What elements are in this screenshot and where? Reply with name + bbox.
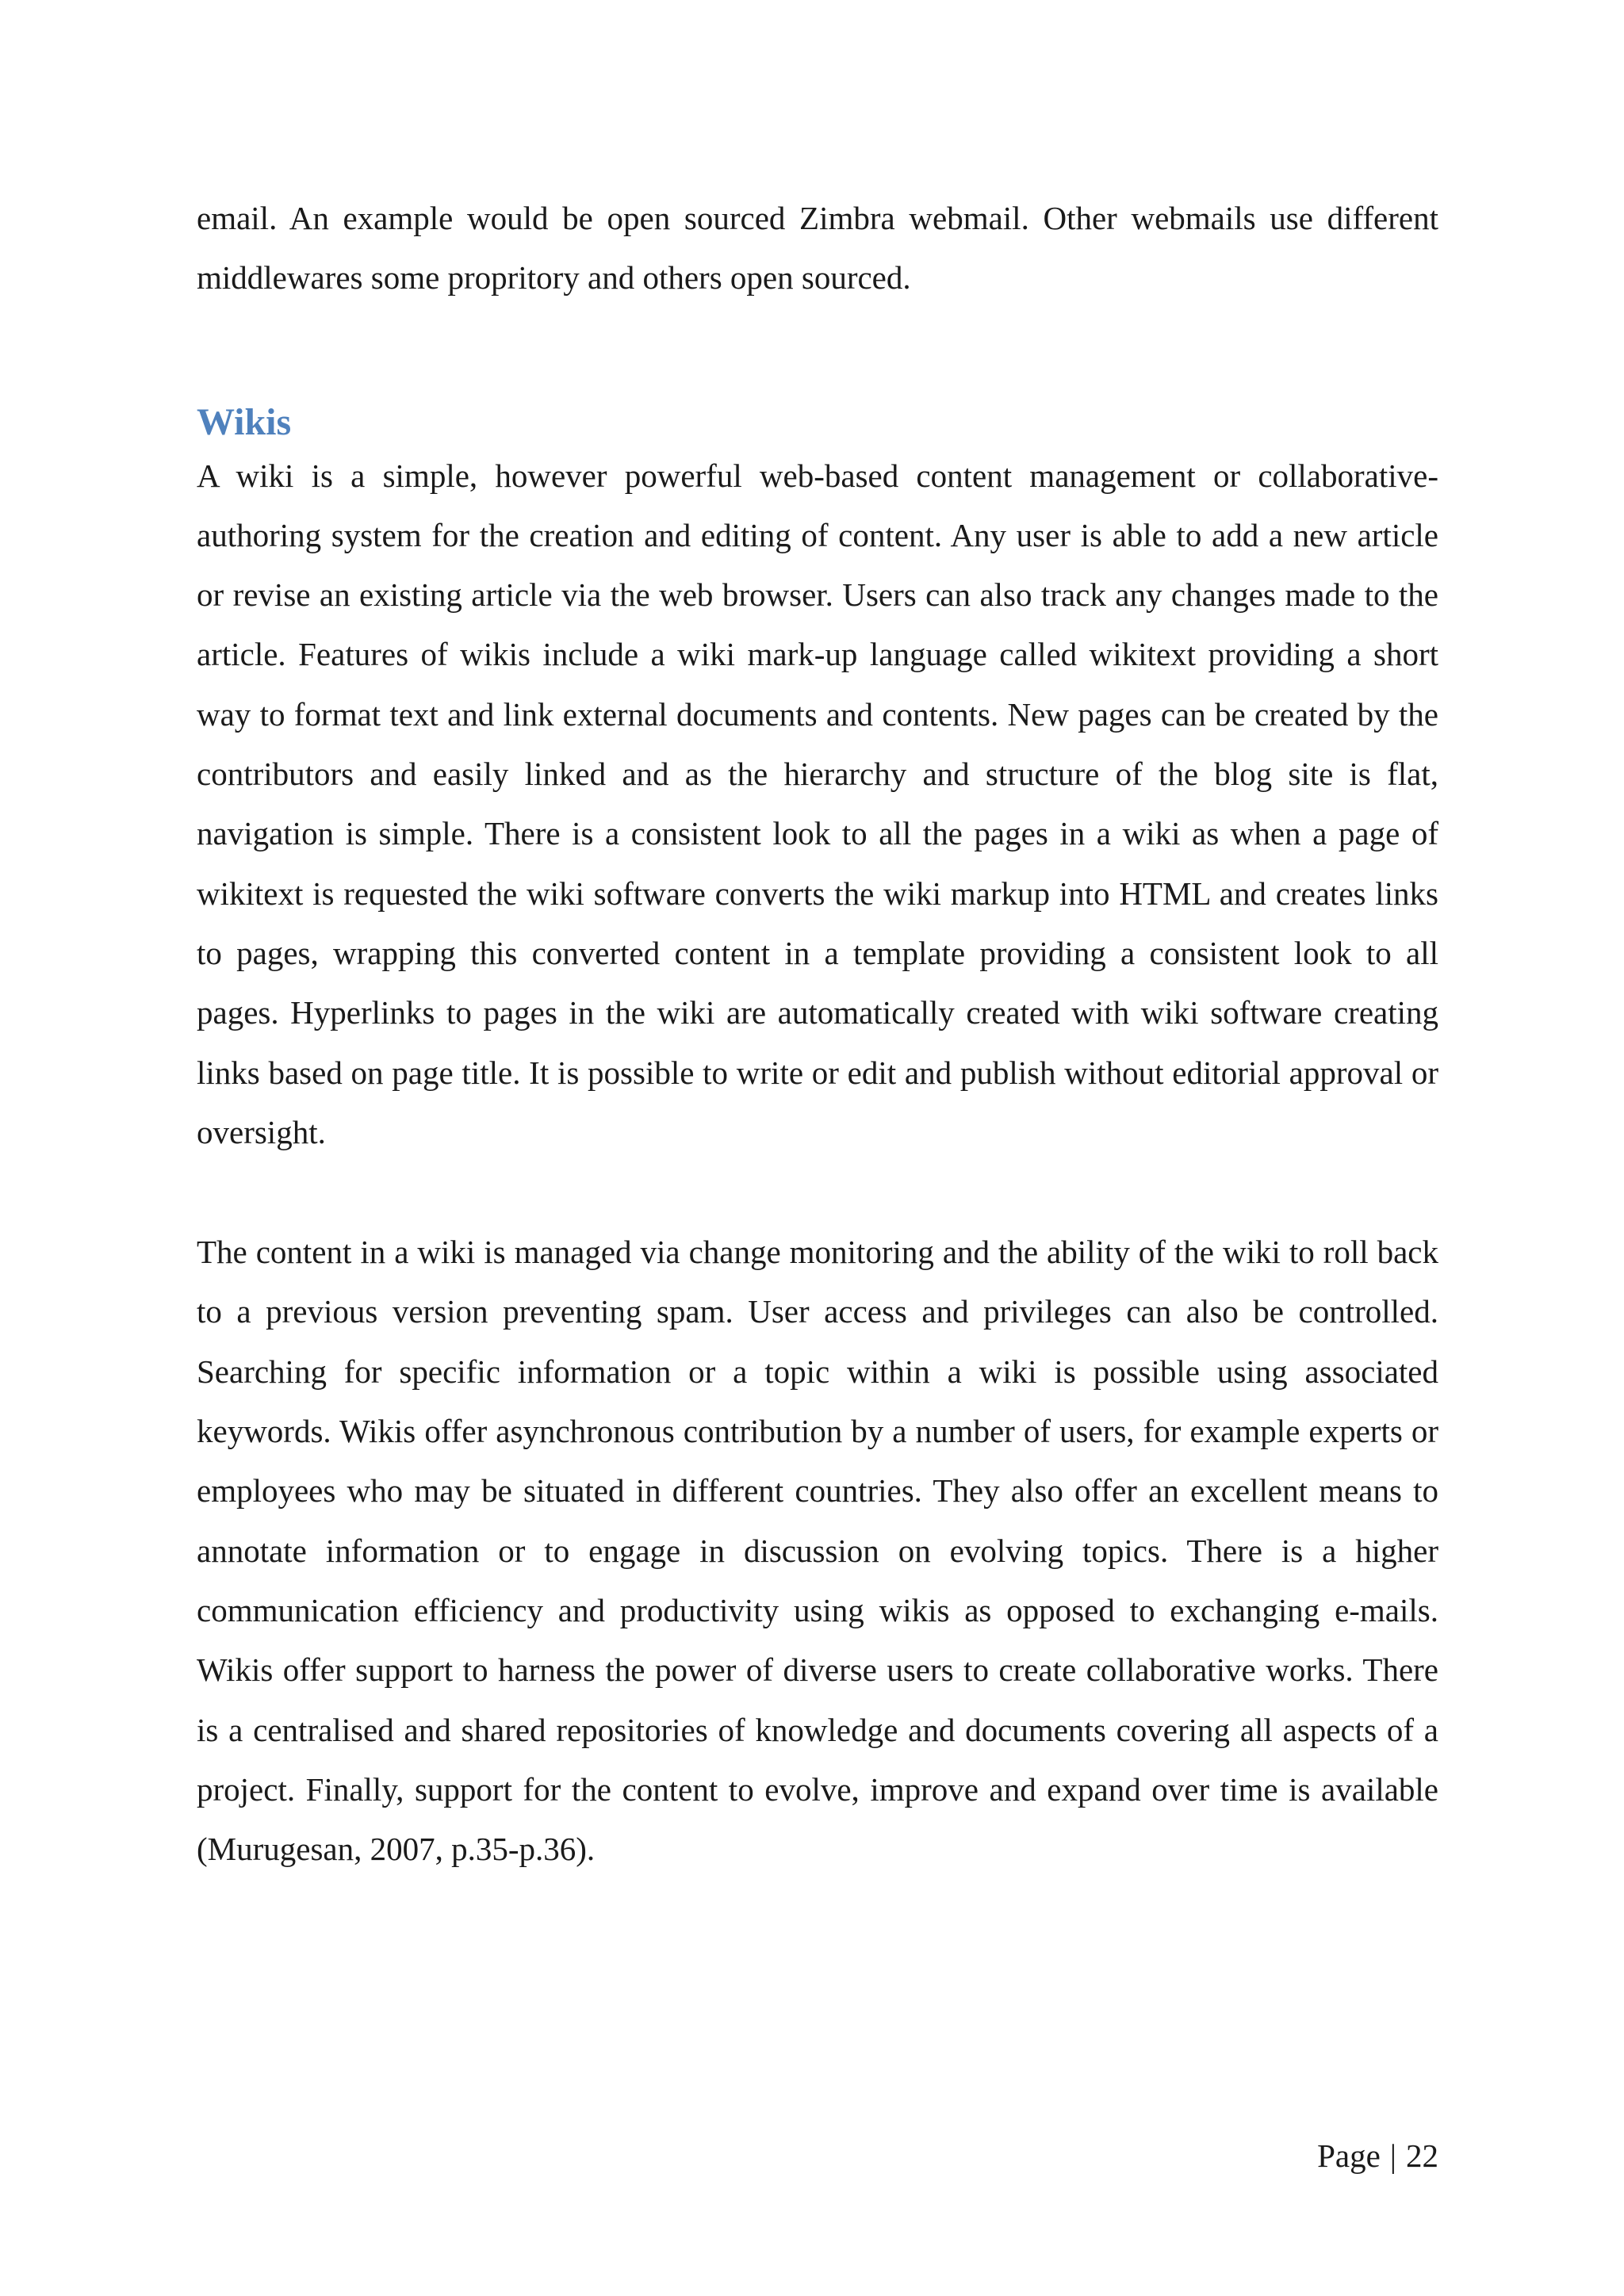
page-footer [1317,2136,1438,2175]
wikis-paragraph-1: A wiki is a simple, however powerful web-based content management or collaborative-authoring system for the creation and editing of content. Any user is able to add a new article or revise an existing article via the web browser. Users can also track any changes made to the article. Features of wikis include a wiki mark-up language called wikitext providing a short way to format text and link external documents and contents. New pages can be created by the contributors and easily linked and as the hierarchy and structure of the blog site is flat, navigation is simple. There is a consistent look to all the pages in a wiki as when a page of wikitext is requested the wiki software converts the wiki markup into HTML and creates links to pages, wrapping this converted content in a template providing a consistent look to all pages. Hyperlinks to pages in the wiki are automatically created with wiki software creating links based on page title. It is possible to write or edit and publish without editorial approval or oversight. [197,457,1438,1150]
intro-paragraph: email. An example would be open sourced Zimbra webmail. Other webmails use different middlewares some propritory and others open sourced. [197,200,1438,297]
section-heading-wikis: Wikis [197,400,292,443]
section-heading-wrap [197,399,1438,446]
page-separator: | [1389,2137,1396,2174]
page-label: Page [1317,2137,1381,2174]
page-number: 22 [1406,2137,1438,2174]
document-page [197,189,1438,1879]
wikis-paragraph-2: The content in a wiki is managed via change monitoring and the ability of the wiki to roll back to a previous version preventing spam. User access and privileges can also be controlled. Searching for specific information or a topic within a wiki is possible using associated keywords. Wikis offer asynchronous contribution by a number of users, for example experts or employees who may be situated in different countries. They also offer an excellent means to annotate information or to engage in discussion on evolving topics. There is a higher communication efficiency and productivity using wikis as opposed to exchanging e-mails. Wikis offer support to harness the power of diverse users to create collaborative works. There is a centralised and shared repositories of knowledge and documents covering all aspects of a project. Finally, support for the content to evolve, improve and expand over time is available (Murugesan, 2007, p.35-p.36). [197,1234,1438,1868]
